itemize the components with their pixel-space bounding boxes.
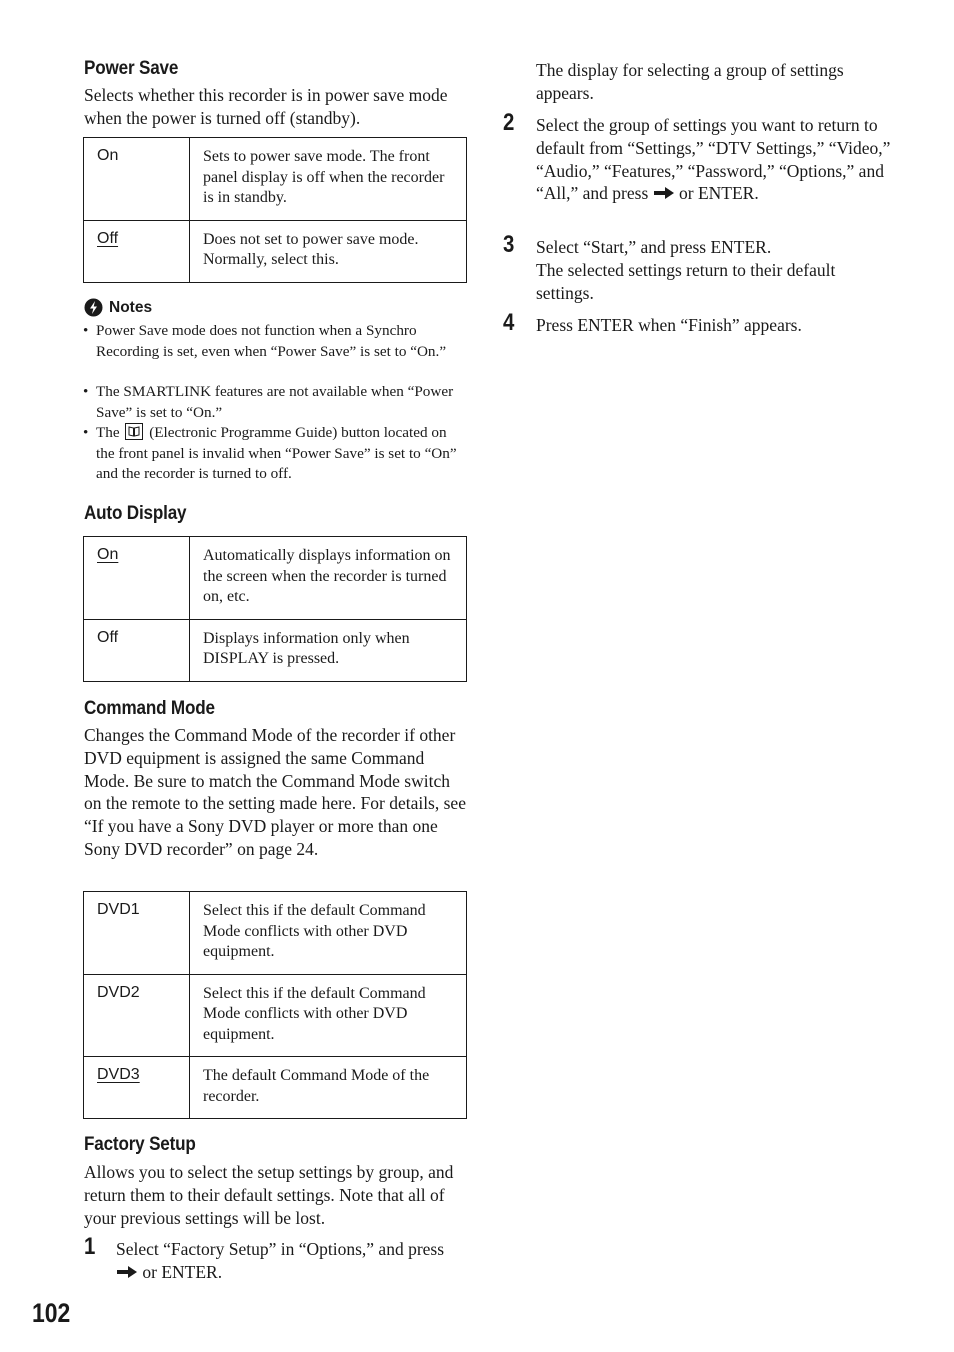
option-description: The default Command Mode of the recorder. [190, 1057, 467, 1119]
note-item: • The SMARTLINK features are not available when “Power Save” is set to “On.” [83, 383, 454, 421]
step-number: 4 [503, 309, 515, 336]
power-save-description: Selects whether this recorder is in power save mode when the power is turned off (standby). [84, 85, 448, 128]
option-description: Automatically displays information on the screen when the recorder is turned on, etc. [190, 537, 467, 620]
option-key: Off [84, 619, 190, 681]
option-key-default: Off [97, 229, 119, 247]
command-mode-heading: Command Mode [84, 698, 215, 719]
guide-button-icon [125, 423, 143, 440]
option-description: Sets to power save mode. The front panel display is off when the recorder is in standby. [190, 138, 467, 221]
power-save-options-table [83, 137, 467, 283]
option-description: Does not set to power save mode. Normally, select this. [190, 220, 467, 282]
factory-setup-heading: Factory Setup [84, 1134, 196, 1155]
right-arrow-icon [653, 186, 675, 200]
notes-title: Notes [109, 298, 153, 316]
option-key-default: On [97, 546, 119, 563]
step-number: 2 [503, 109, 515, 136]
note-item: • Power Save mode does not function when a Synchro Recording is set, even when “Power Save” is set to “On.” [83, 322, 447, 360]
notes-header [84, 298, 152, 317]
step-2-text: Select the group of settings you want to return to default from “Settings,” “DTV Settings,” “Video,” “Audio,” “Features,” “Password,” “Options,” and “All,” and press or ENTER. [536, 115, 891, 204]
option-key: DVD1 [84, 892, 190, 975]
step-number: 1 [84, 1233, 96, 1260]
auto-display-heading: Auto Display [84, 503, 187, 524]
step-4-text: Press ENTER when “Finish” appears. [536, 315, 802, 335]
notes-icon [84, 298, 103, 317]
step-3-result: The selected settings return to their default settings. [536, 260, 836, 303]
option-key: DVD2 [84, 974, 190, 1057]
table-row [84, 974, 467, 1057]
note-item: • The (Electronic Programme Guide) button located on the front panel is invalid when “Power Save” is set to “On” and the recorder is turned to off. [83, 424, 457, 482]
step-3-text: Select “Start,” and press ENTER. [536, 237, 772, 257]
option-description: Displays information only when DISPLAY is pressed. [190, 619, 467, 681]
step-1-text: Select “Factory Setup” in “Options,” and press or ENTER. [116, 1239, 445, 1282]
page-number: 102 [32, 1298, 71, 1328]
command-mode-description: Changes the Command Mode of the recorder if other DVD equipment is assigned the same Command Mode. Be sure to match the Command Mode switch on the remote to the setting made here. For details, see “If you have a Sony DVD player or more than one Sony DVD recorder” on page 24. [84, 725, 466, 859]
step-1-result: The display for selecting a group of settings appears. [536, 60, 844, 103]
option-key: On [84, 138, 190, 221]
table-row [84, 537, 467, 620]
right-arrow-icon [116, 1265, 138, 1279]
command-mode-options-table [83, 891, 467, 1119]
auto-display-options-table [83, 536, 467, 682]
power-save-heading: Power Save [84, 58, 179, 79]
step-number: 3 [503, 231, 515, 258]
option-description: Select this if the default Command Mode conflicts with other DVD equipment. [190, 974, 467, 1057]
table-row [84, 138, 467, 221]
table-row [84, 892, 467, 975]
factory-setup-description: Allows you to select the setup settings by group, and return them to their default settings. Note that all of your previous settings will be lost. [84, 1162, 454, 1228]
option-description: Select this if the default Command Mode conflicts with other DVD equipment. [190, 892, 467, 975]
option-key-default: DVD3 [97, 1066, 140, 1083]
table-row [84, 220, 467, 282]
table-row [84, 1057, 467, 1119]
table-row [84, 619, 467, 681]
